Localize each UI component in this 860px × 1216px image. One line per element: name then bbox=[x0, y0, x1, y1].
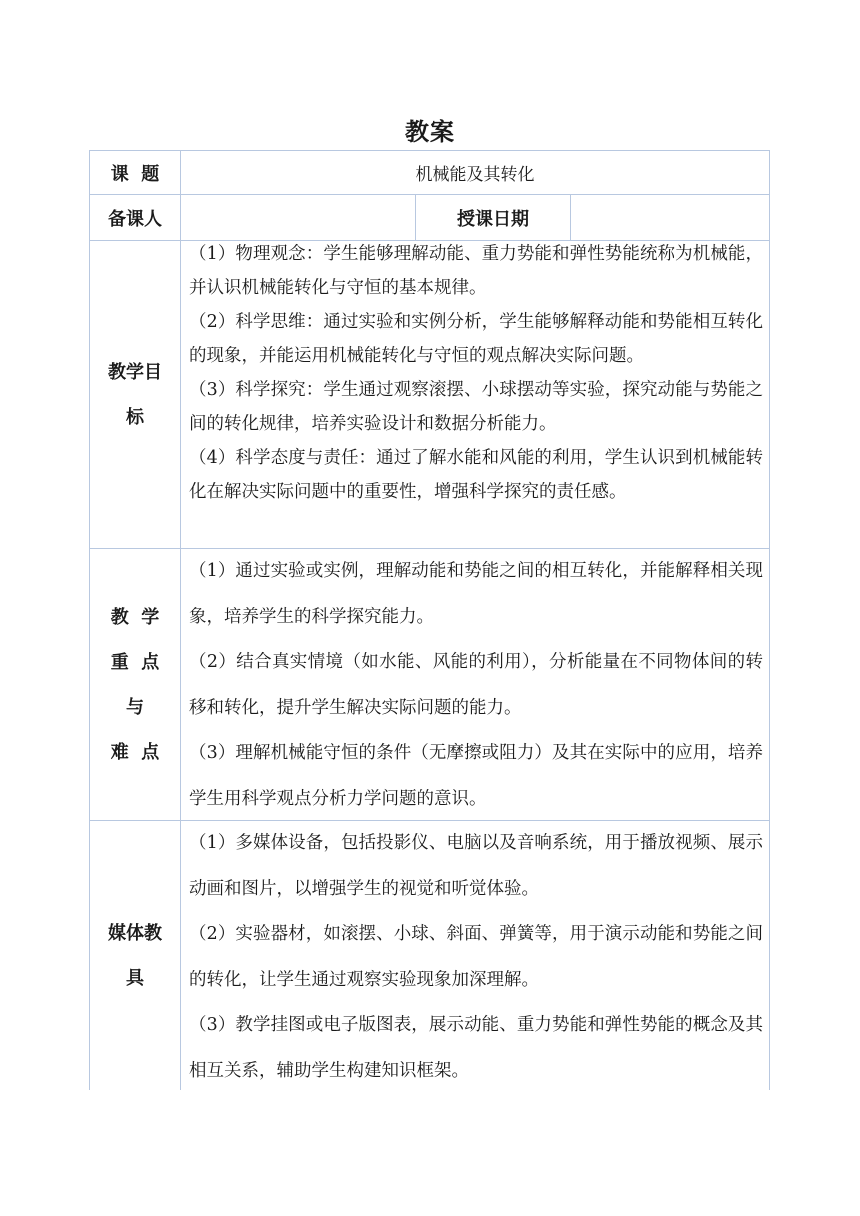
topic-label: 课 题 bbox=[110, 163, 160, 185]
media-item: （2）实验器材，如滚摆、小球、斜面、弹簧等，用于演示动能和势能之间的转化，让学生通过观察实验现象加深理解。 bbox=[189, 924, 763, 990]
media-label bbox=[90, 821, 180, 1090]
media-item: （3）教学挂图或电子版图表，展示动能、重力势能和弹性势能的概念及其相互关系，辅助学生构建知识框架。 bbox=[189, 1015, 763, 1081]
key-points-label-line: 教 学 bbox=[110, 606, 160, 628]
key-point-item: （1）通过实验或实例，理解动能和势能之间的相互转化，并能解释相关现象，培养学生的科学探究能力。 bbox=[189, 561, 763, 627]
date-value bbox=[571, 195, 769, 240]
goals-label-line: 标 bbox=[126, 406, 144, 428]
goal-item: （4）科学态度与责任：通过了解水能和风能的利用，学生认识到机械能转化在解决实际问题中的重要性，增强科学探究的责任感。 bbox=[189, 448, 763, 502]
key-points-label bbox=[90, 549, 180, 820]
teacher-label: 备课人 bbox=[108, 208, 162, 230]
key-points-label-line: 重 点 bbox=[110, 651, 160, 673]
table-border-right bbox=[769, 150, 770, 1090]
media-content bbox=[181, 821, 769, 1090]
goals-label-line: 教学目 bbox=[108, 361, 162, 383]
media-item: （1）多媒体设备，包括投影仪、电脑以及音响系统，用于播放视频、展示动画和图片，以增强学生的视觉和听觉体验。 bbox=[189, 833, 763, 899]
media-label-line: 具 bbox=[126, 967, 144, 989]
goal-item: （2）科学思维：通过实验和实例分析，学生能够解释动能和势能相互转化的现象，并能运用机械能转化与守恒的观点解决实际问题。 bbox=[189, 312, 763, 366]
key-point-item: （3）理解机械能守恒的条件（无摩擦或阻力）及其在实际中的应用，培养学生用科学观点分析力学问题的意识。 bbox=[189, 743, 763, 809]
goal-item: （1）物理观念：学生能够理解动能、重力势能和弹性势能统称为机械能，并认识机械能转化与守恒的基本规律。 bbox=[189, 244, 763, 298]
teacher-value bbox=[181, 195, 415, 240]
media-label-line: 媒体教 bbox=[108, 922, 162, 944]
goals-content bbox=[181, 237, 769, 548]
goal-item: （3）科学探究：学生通过观察滚摆、小球摆动等实验，探究动能与势能之间的转化规律，培养实验设计和数据分析能力。 bbox=[189, 380, 763, 434]
topic-value: 机械能及其转化 bbox=[415, 165, 535, 185]
document-title: 教案 bbox=[405, 118, 455, 146]
key-points-content bbox=[181, 549, 769, 820]
key-points-label-line: 难 点 bbox=[110, 741, 160, 763]
key-point-item: （2）结合真实情境（如水能、风能的利用），分析能量在不同物体间的转移和转化，提升学生解决实际问题的能力。 bbox=[189, 652, 763, 718]
key-points-label-line: 与 bbox=[126, 696, 144, 718]
goals-label bbox=[90, 241, 180, 548]
date-label: 授课日期 bbox=[457, 208, 529, 230]
